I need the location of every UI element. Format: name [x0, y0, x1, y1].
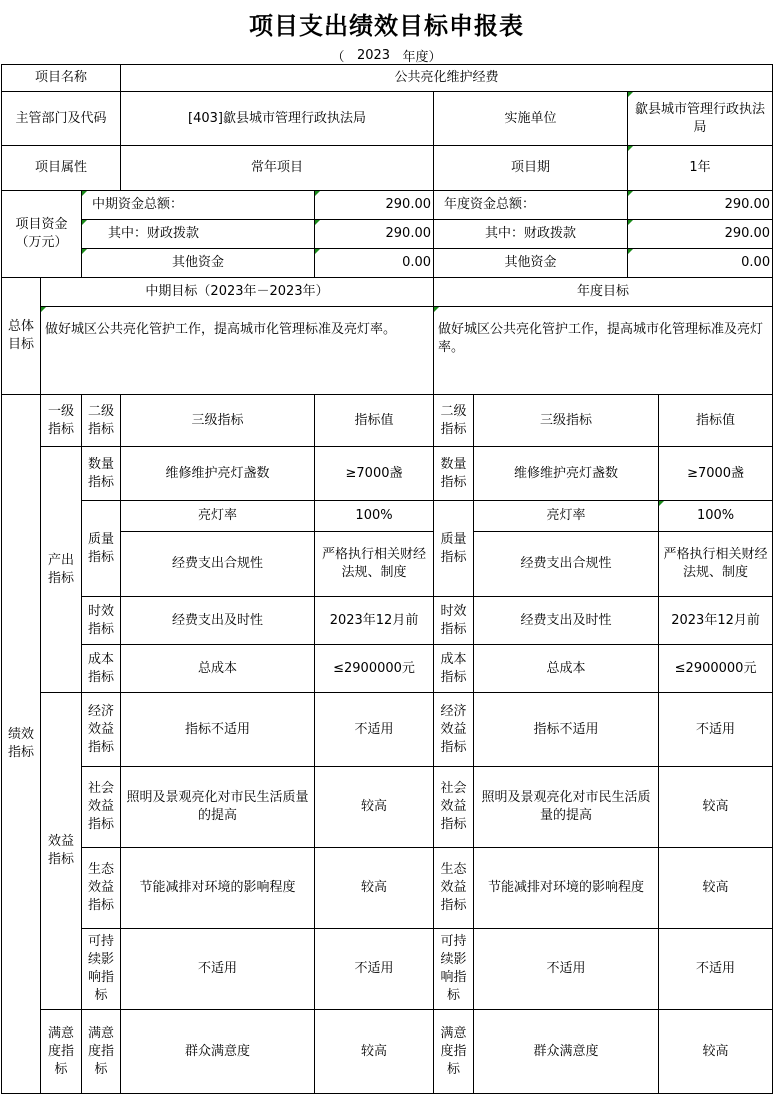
quality2-value-year: 严格执行相关财经法规、制度 — [659, 532, 773, 597]
satisfaction-label: 满意度指标 — [41, 1010, 82, 1094]
header-level3-year: 三级指标 — [474, 395, 659, 447]
header-level3-mid: 三级指标 — [121, 395, 315, 447]
dept-label: 主管部门及代码 — [2, 92, 121, 146]
satisfaction-name-mid: 群众满意度 — [121, 1010, 315, 1094]
year-total-label: 年度资金总额： — [434, 191, 628, 220]
header-value-year: 指标值 — [659, 395, 773, 447]
timeliness-value-mid: 2023年12月前 — [315, 597, 434, 645]
timeliness-name-year: 经费支出及时性 — [474, 597, 659, 645]
cost-name-year: 总成本 — [474, 645, 659, 693]
mid-other-label: 其他资金 — [82, 249, 315, 278]
quantity-value-mid: ≥7000盏 — [315, 447, 434, 501]
economic-value-mid: 不适用 — [315, 693, 434, 767]
project-name-label: 项目名称 — [2, 65, 121, 92]
quality-label-mid: 质量指标 — [82, 501, 121, 597]
goal-year-text: 做好城区公共亮化管护工作，提高城市化管理标准及亮灯率。 — [434, 307, 773, 395]
quantity-value-year: ≥7000盏 — [659, 447, 773, 501]
year-unit: 年度） — [402, 49, 442, 65]
sustainable-value-mid: 不适用 — [315, 929, 434, 1010]
ecological-value-year: 较高 — [659, 848, 773, 929]
year-open: （ — [331, 49, 345, 65]
social-name-mid: 照明及景观亮化对市民生活质量的提高 — [121, 767, 315, 848]
mid-fiscal-value: 290.00 — [315, 220, 434, 249]
satisfaction-value-year: 较高 — [659, 1010, 773, 1094]
economic-value-year: 不适用 — [659, 693, 773, 767]
output-label: 产出指标 — [41, 447, 82, 693]
goal-mid-header: 中期目标（2023年－2023年） — [41, 278, 434, 307]
year-other-label: 其他资金 — [434, 249, 628, 278]
ecological-label-year: 生态效益指标 — [434, 848, 474, 929]
page-title: 项目支出绩效目标申报表 — [249, 11, 524, 40]
goal-year-header: 年度目标 — [434, 278, 773, 307]
timeliness-name-mid: 经费支出及时性 — [121, 597, 315, 645]
mid-other-value: 0.00 — [315, 249, 434, 278]
satisfaction-value-mid: 较高 — [315, 1010, 434, 1094]
social-label-year: 社会效益指标 — [434, 767, 474, 848]
performance-table — [1, 64, 773, 1094]
quantity-name-mid: 维修维护亮灯盏数 — [121, 447, 315, 501]
quality1-name-mid: 亮灯率 — [121, 501, 315, 532]
mid-total-label: 中期资金总额： — [82, 191, 315, 220]
dept-value: [403]歙县城市管理行政执法局 — [121, 92, 434, 146]
sustainable-label-mid: 可持续影响指标 — [82, 929, 121, 1010]
attr-value: 常年项目 — [121, 146, 434, 191]
ecological-name-year: 节能减排对环境的影响程度 — [474, 848, 659, 929]
social-value-mid: 较高 — [315, 767, 434, 848]
goal-mid-text: 做好城区公共亮化管护工作，提高城市化管理标准及亮灯率。 — [41, 307, 434, 395]
sustainable-name-mid: 不适用 — [121, 929, 315, 1010]
goal-label: 总体目标 — [2, 278, 41, 395]
sustainable-value-year: 不适用 — [659, 929, 773, 1010]
header-level2-year: 二级指标 — [434, 395, 474, 447]
mid-fiscal-label: 其中：财政拨款 — [82, 220, 315, 249]
economic-name-mid: 指标不适用 — [121, 693, 315, 767]
timeliness-label-mid: 时效指标 — [82, 597, 121, 645]
period-value: 1年 — [628, 146, 773, 191]
quality2-name-mid: 经费支出合规性 — [121, 532, 315, 597]
timeliness-value-year: 2023年12月前 — [659, 597, 773, 645]
year-line — [0, 46, 773, 64]
year-other-value: 0.00 — [628, 249, 773, 278]
cost-value-year: ≤2900000元 — [659, 645, 773, 693]
quantity-name-year: 维修维护亮灯盏数 — [474, 447, 659, 501]
economic-label-year: 经济效益指标 — [434, 693, 474, 767]
quality1-value-mid: 100% — [315, 501, 434, 532]
indicators-label: 绩效指标 — [2, 395, 41, 1094]
satisfaction-name-year: 群众满意度 — [474, 1010, 659, 1094]
header-value-mid: 指标值 — [315, 395, 434, 447]
year-total-value: 290.00 — [628, 191, 773, 220]
satisfaction-label-year: 满意度指标 — [434, 1010, 474, 1094]
attr-label: 项目属性 — [2, 146, 121, 191]
economic-label-mid: 经济效益指标 — [82, 693, 121, 767]
social-name-year: 照明及景观亮化对市民生活质量的提高 — [474, 767, 659, 848]
benefit-label: 效益指标 — [41, 693, 82, 1010]
sustainable-label-year: 可持续影响指标 — [434, 929, 474, 1010]
period-label: 项目期 — [434, 146, 628, 191]
timeliness-label-year: 时效指标 — [434, 597, 474, 645]
cost-label-year: 成本指标 — [434, 645, 474, 693]
quality1-name-year: 亮灯率 — [474, 501, 659, 532]
cost-value-mid: ≤2900000元 — [315, 645, 434, 693]
quantity-label-mid: 数量指标 — [82, 447, 121, 501]
cost-name-mid: 总成本 — [121, 645, 315, 693]
sustainable-name-year: 不适用 — [474, 929, 659, 1010]
impl-value: 歙县城市管理行政执法局 — [628, 92, 773, 146]
economic-name-year: 指标不适用 — [474, 693, 659, 767]
ecological-label-mid: 生态效益指标 — [82, 848, 121, 929]
cost-label-mid: 成本指标 — [82, 645, 121, 693]
funds-label: 项目资金（万元） — [2, 191, 82, 278]
quantity-label-year: 数量指标 — [434, 447, 474, 501]
social-label-mid: 社会效益指标 — [82, 767, 121, 848]
year-fiscal-label: 其中：财政拨款 — [434, 220, 628, 249]
year-value: 2023 — [356, 47, 391, 63]
satisfaction-label-mid: 满意度指标 — [82, 1010, 121, 1094]
year-fiscal-value: 290.00 — [628, 220, 773, 249]
quality2-name-year: 经费支出合规性 — [474, 532, 659, 597]
mid-total-value: 290.00 — [315, 191, 434, 220]
ecological-value-mid: 较高 — [315, 848, 434, 929]
quality-label-year: 质量指标 — [434, 501, 474, 597]
project-name-value: 公共亮化维护经费 — [121, 65, 773, 92]
quality1-value-year: 100% — [659, 501, 773, 532]
header-level2-mid: 二级指标 — [82, 395, 121, 447]
impl-label: 实施单位 — [434, 92, 628, 146]
quality2-value-mid: 严格执行相关财经法规、制度 — [315, 532, 434, 597]
ecological-name-mid: 节能减排对环境的影响程度 — [121, 848, 315, 929]
header-level1: 一级指标 — [41, 395, 82, 447]
social-value-year: 较高 — [659, 767, 773, 848]
